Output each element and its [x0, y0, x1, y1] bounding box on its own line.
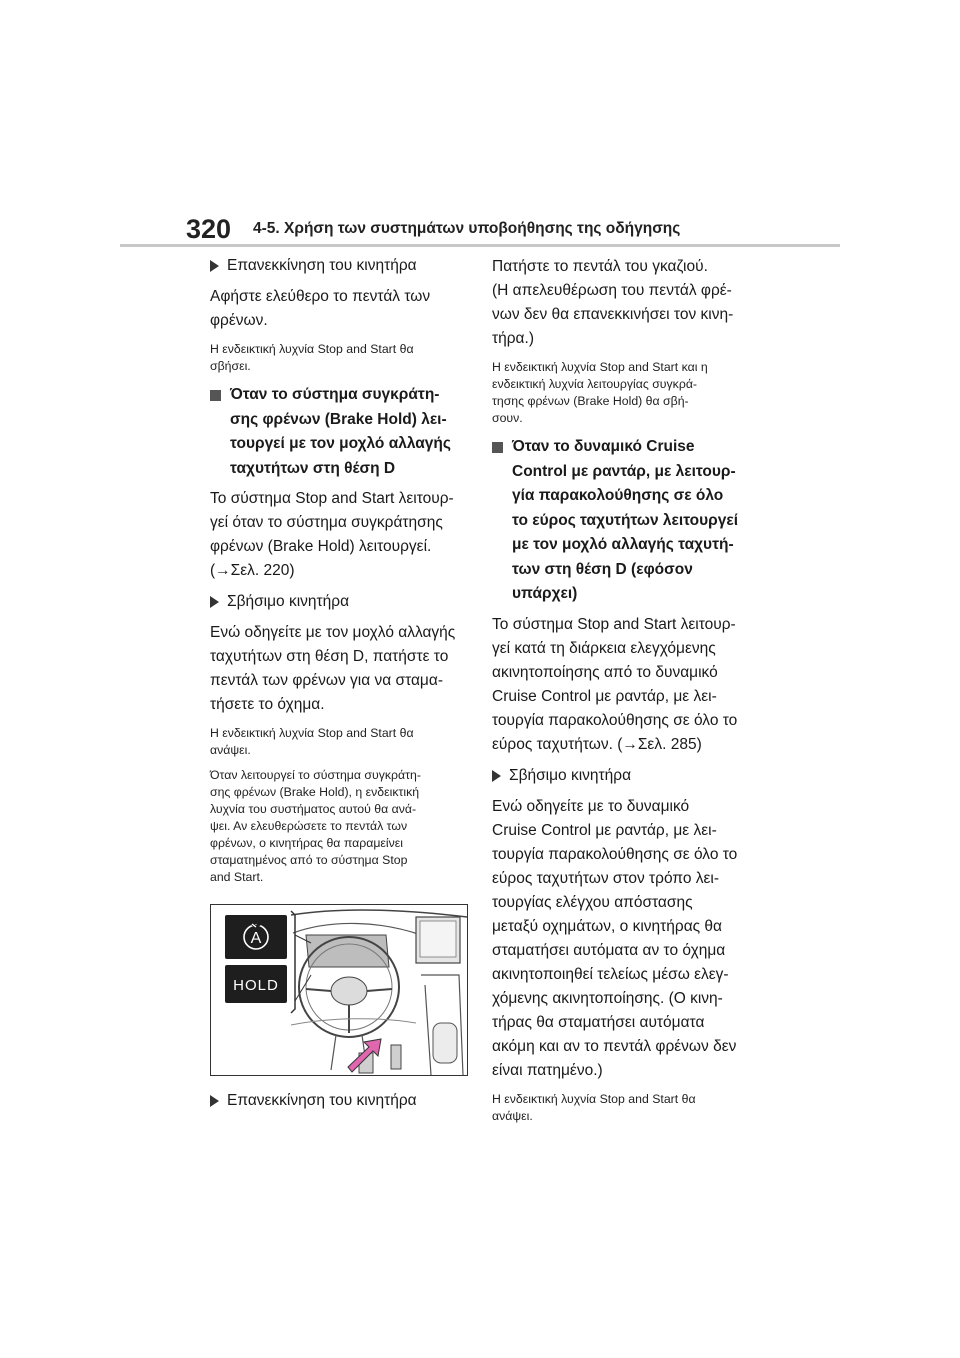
subheading-restart-1 [210, 255, 468, 277]
dashboard-illustration-svg [211, 905, 467, 1075]
subheading-restart-2 [210, 1090, 468, 1112]
paragraph-cruise-stop: Ενώ οδηγείτε με το δυναμικό Cruise Control με ραντάρ, με λει- τουργία παρακολούθησης σε όλο το εύρος ταχυτήτων στον τρόπο λει- τουργίας ελέγχου απόστασης μεταξύ οχημάτων, ο κινητήρας θα σταματήσει αυτόματα αν το όχημα ακινητοποιηθεί τελείως μέσω ελεγ- χόμενης ακινητοποίησης. (Ο κινη- τήρας θα σταματήσει αυτόματα ακόμη και αν το πεντάλ φρένων δεν είναι πατημένο.) [492, 797, 738, 1079]
subheading-text: Επανεκκίνηση του κινητήρα [227, 257, 417, 274]
paragraph-press-brake: Ενώ οδηγείτε με τον μοχλό αλλαγής ταχυτήτων στη θέση D, πατήστε το πεντάλ των φρένων για να σταμα- τήσετε το όχημα. [210, 624, 456, 713]
dashboard-illustration [210, 904, 468, 1076]
note-indicator-on: Η ενδεικτική λυχνία Stop and Start θα ανάψει. [210, 726, 414, 757]
indicator-a-letter: A [250, 930, 262, 947]
note-indicator-on: Η ενδεικτική λυχνία Stop and Start θα ανάψει. [492, 1091, 696, 1123]
square-bullet-icon [210, 390, 221, 401]
paragraph-brake-hold: Το σύστημα Stop and Start λειτουρ- γεί όταν το σύστημα συγκράτησης φρένων (Brake Hold) λειτουργεί. (→Σελ. 220) [210, 490, 454, 579]
heading-brake-hold [210, 383, 468, 481]
triangle-bullet-icon [210, 596, 219, 608]
left-column [210, 255, 468, 1120]
page-number: 320 [186, 214, 232, 244]
header-divider [120, 244, 840, 247]
heading-text: Όταν το σύστημα συγκράτη- σης φρένων (Brake Hold) λει- τουργεί με τον μοχλό αλλαγής ταχυτήτων στη θέση D [230, 386, 451, 477]
triangle-bullet-icon [210, 260, 219, 272]
right-column [492, 255, 754, 1133]
subheading-text: Σβήσιμο κινητήρα [227, 593, 350, 610]
paragraph-release-brake: Αφήστε ελεύθερο το πεντάλ των φρένων. [210, 288, 431, 329]
paragraph-press-accelerator: Πατήστε το πεντάλ του γκαζιού. (Η απελευθέρωση του πεντάλ φρέ- νων δεν θα επανεκκινήσει τον κινη- τήρα.) [492, 258, 734, 347]
note-indicator-off: Η ενδεικτική λυχνία Stop and Start θα σβήσει. [210, 342, 414, 373]
note-brake-hold-indicator: Όταν λειτουργεί το σύστημα συγκράτη- σης φρένων (Brake Hold), η ενδεικτική λυχνία του συστήματος αυτού θα ανά- ψει. Αν ελευθερώσετε το πεντάλ των φρένων, ο κινητήρας θα παραμείνει σταματημένος από το σύστημα Stop and Start. [210, 768, 421, 884]
heading-cruise-control [492, 435, 754, 607]
triangle-bullet-icon [492, 770, 501, 782]
section-title: 4-5. Χρήση των συστημάτων υποβοήθησης της οδήγησης [253, 220, 681, 237]
subheading-engine-stop [492, 765, 754, 787]
paragraph-cruise-control: Το σύστημα Stop and Start λειτουρ- γεί κατά τη διάρκεια ελεγχόμενης ακινητοποίησης από το δυναμικό Cruise Control με ραντάρ, με λει- τουργία παρακολούθησης σε όλο το εύρος ταχυτήτων. (→Σελ. 285) [492, 615, 738, 753]
triangle-bullet-icon [210, 1095, 219, 1107]
subheading-engine-stop [210, 591, 468, 613]
subheading-text: Επανεκκίνηση του κινητήρα [227, 1092, 417, 1109]
subheading-text: Σβήσιμο κινητήρα [509, 766, 632, 784]
heading-text: Όταν το δυναμικό Cruise Control με ραντάρ, με λειτουρ- γία παρακολούθησης σε όλο το εύρος ταχυτήτων λειτουργεί με τον μοχλό αλλαγής ταχυτή- των στη θέση D (εφόσον υπάρχει) [512, 438, 739, 602]
note-indicators-off: Η ενδεικτική λυχνία Stop and Start και η ενδεικτική λυχνία λειτουργίας συγκρά- τησης φρένων (Brake Hold) θα σβή- σουν. [492, 360, 708, 425]
indicator-hold-label: HOLD [233, 977, 279, 994]
square-bullet-icon [492, 442, 503, 453]
